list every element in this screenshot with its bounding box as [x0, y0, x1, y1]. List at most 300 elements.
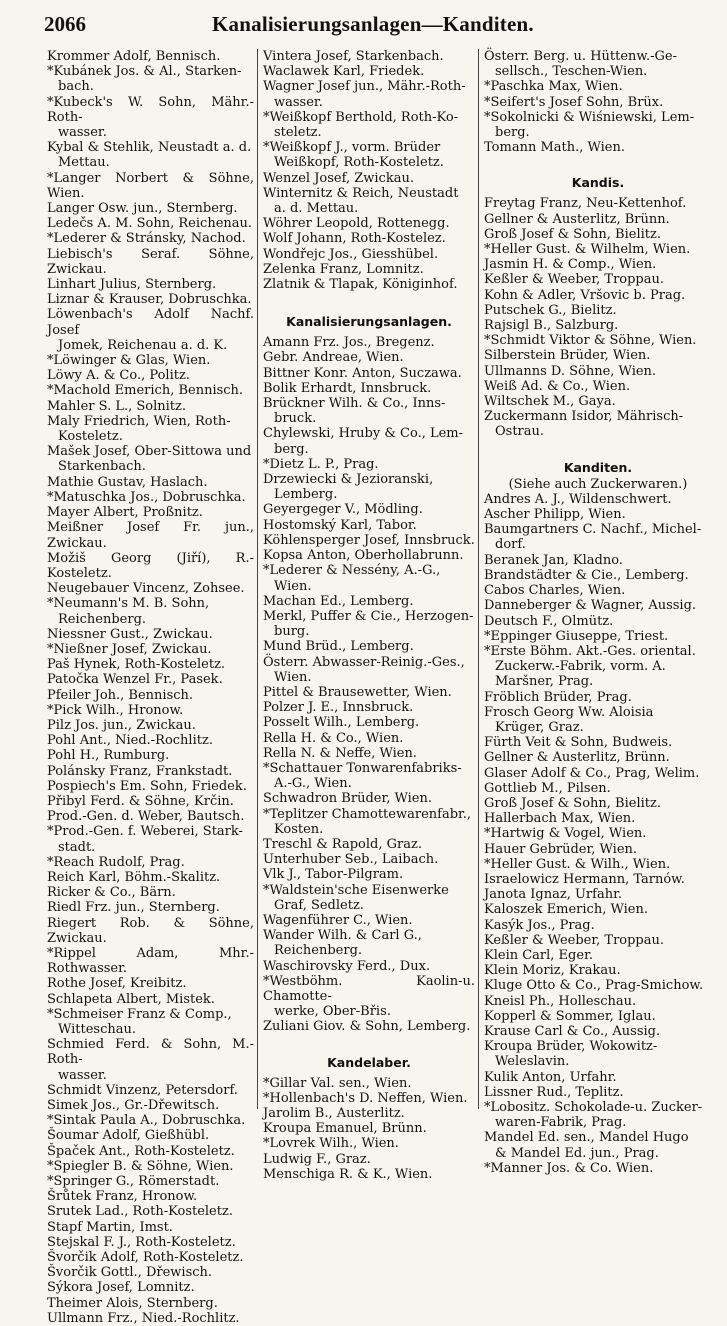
entry-line: Glaser Adolf & Co., Prag, Welim.: [484, 765, 700, 781]
entry-line: Brückner Wilh. & Co., Inns-: [263, 396, 446, 412]
entry-line: Wolf Johann, Roth-Kostelez.: [263, 231, 446, 247]
directory-entry: [484, 1070, 712, 1085]
entry-line: Hostomský Karl, Tabor.: [263, 517, 417, 533]
entry-line: Zlatnik & Tlapak, Königinhof.: [263, 277, 458, 293]
entry-line: Waschirovsky Ferd., Dux.: [263, 958, 431, 974]
entry-line: Patočka Wenzel Fr., Pasek.: [47, 672, 223, 688]
directory-entry: [484, 212, 712, 227]
entry-list: [263, 335, 475, 1034]
directory-entry: [263, 426, 475, 456]
directory-entry: [484, 568, 712, 583]
directory-entry: [47, 201, 254, 216]
entry-line: Keßler & Weeber, Troppau.: [484, 932, 665, 948]
entry-line: Ullmann Frz., Nied.-Rochlitz.: [47, 1310, 240, 1326]
directory-entry: [484, 933, 712, 948]
column-2: [263, 49, 475, 1182]
directory-entry: [263, 913, 475, 928]
directory-entry: [484, 857, 712, 872]
directory-entry: [47, 870, 254, 885]
directory-entry: [484, 522, 712, 552]
entry-line: *Schattauer Tonwarenfabriks-: [263, 760, 462, 776]
entry-line: Beranek Jan, Kladno.: [484, 552, 623, 568]
directory-entry: [47, 1265, 254, 1280]
entry-line: *Prod.-Gen. f. Weberei, Stark-: [47, 824, 243, 840]
entry-line: Mašek Josef, Ober-Sittowa und: [47, 444, 252, 460]
directory-entry: [484, 348, 712, 363]
entry-line: Kybal & Stehlik, Neustadt a. d.: [47, 140, 252, 156]
directory-entry: [484, 95, 712, 110]
entry-line: Mund Brüd., Lemberg.: [263, 639, 414, 655]
entry-continuation: wasser.: [58, 125, 107, 141]
section-heading-kandelaber: Kandelaber.: [327, 1054, 411, 1070]
entry-continuation: Jomek, Reichenau a. d. K.: [58, 337, 228, 353]
directory-entry: [484, 288, 712, 303]
entry-line: Švorčik Gottl., Dřewisch.: [47, 1265, 213, 1281]
directory-entry: [47, 368, 254, 383]
entry-line: Kroupa Emanuel, Brünn.: [263, 1121, 427, 1137]
entry-line: Riegert Rob. & Söhne, Zwickau.: [47, 915, 254, 946]
directory-entry: [47, 718, 254, 733]
page-title: Kanalisierungsanlagen—Kanditen.: [212, 12, 534, 36]
entry-line: Zuliani Giov. & Sohn, Lemberg.: [263, 1019, 471, 1035]
directory-entry: [47, 779, 254, 794]
entry-line: *Lobositz. Schokolade-u. Zucker-: [484, 1100, 703, 1115]
entry-line: Sýkora Josef, Lomnitz.: [47, 1280, 195, 1296]
directory-entry: [47, 1311, 254, 1326]
directory-entry: [47, 733, 254, 748]
directory-entry: [263, 594, 475, 609]
entry-continuation: Wien.: [274, 578, 312, 594]
entry-continuation: steletz.: [274, 125, 322, 141]
entry-continuation: Maršner, Prag.: [495, 674, 594, 690]
directory-entry: [47, 95, 254, 141]
entry-line: Keßler & Weeber, Troppau.: [484, 272, 665, 288]
directory-entry: [263, 852, 475, 867]
entry-line: *Hartwig & Vogel, Wien.: [484, 826, 647, 842]
directory-entry: [484, 196, 712, 211]
directory-entry: [263, 381, 475, 396]
entry-line: Schlapeta Albert, Mistek.: [47, 991, 215, 1007]
directory-entry: [263, 533, 475, 548]
section-heading-kandis: Kandis.: [571, 175, 625, 191]
directory-entry: [47, 383, 254, 398]
entry-line: Liebisch's Seraf. Söhne, Zwickau.: [47, 246, 254, 277]
entry-line: Pohl Ant., Nied.-Rochlitz.: [47, 733, 213, 749]
entry-list: [484, 196, 712, 439]
directory-entry: [263, 396, 475, 426]
directory-entry: [47, 1037, 254, 1083]
entry-line: Kroupa Brüder, Wokowitz-: [484, 1039, 658, 1055]
entry-continuation: & Mandel Ed. jun., Prag.: [495, 1145, 659, 1161]
directory-entry: [484, 918, 712, 933]
directory-entry: [484, 409, 712, 439]
entry-line: Ascher Philipp, Wien.: [484, 507, 626, 523]
directory-entry: [47, 794, 254, 809]
directory-entry: [263, 49, 475, 64]
entry-line: Rothe Josef, Kreibitz.: [47, 976, 187, 992]
entry-line: *Sokolnicki & Wiśniewski, Lem-: [484, 109, 695, 125]
entry-line: Rella N. & Neffe, Wien.: [263, 745, 417, 761]
entry-line: Mathie Gustav, Haslach.: [47, 474, 208, 490]
directory-entry: [484, 902, 712, 917]
entry-line: Langer Osw. jun., Sternberg.: [47, 201, 238, 217]
directory-entry: [263, 715, 475, 730]
directory-entry: [263, 883, 475, 913]
entry-line: *Schmidt Viktor & Söhne, Wien.: [484, 333, 697, 349]
entry-line: Liznar & Krauser, Dobruschka.: [47, 292, 252, 308]
directory-entry: [47, 1280, 254, 1295]
directory-entry: [263, 1121, 475, 1136]
directory-entry: [47, 231, 254, 246]
entry-line: Treschl & Rapold, Graz.: [263, 836, 422, 852]
column-3: [484, 49, 712, 1176]
entry-line: *Löwinger & Glas, Wien.: [47, 353, 211, 369]
directory-entry: [484, 978, 712, 993]
directory-entry: [263, 548, 475, 563]
entry-continuation: bach.: [58, 79, 94, 95]
directory-entry: [47, 855, 254, 870]
directory-entry: [47, 171, 254, 201]
entry-line: Kohn & Adler, Vršovic b. Prag.: [484, 287, 686, 303]
directory-entry: [263, 731, 475, 746]
directory-entry: [47, 1250, 254, 1265]
directory-entry: [263, 959, 475, 974]
entry-line: Ludwig F., Graz.: [263, 1151, 371, 1167]
directory-entry: [47, 1083, 254, 1098]
directory-entry: [47, 307, 254, 353]
directory-entry: [47, 216, 254, 231]
entry-line: Pohl H., Rumburg.: [47, 748, 170, 764]
directory-entry: [263, 1019, 475, 1034]
directory-entry: [484, 379, 712, 394]
directory-entry: [484, 242, 712, 257]
entry-line: *Reach Rudolf, Prag.: [47, 854, 185, 870]
entry-line: *Langer Norbert & Söhne, Wien.: [47, 170, 254, 201]
entry-line: *Weißkopf J., vorm. Brüder: [263, 140, 441, 156]
directory-entry: [263, 746, 475, 761]
entry-line: Winternitz & Reich, Neustadt: [263, 185, 459, 201]
entry-continuation: Reichenberg.: [58, 611, 147, 627]
directory-entry: [47, 946, 254, 976]
directory-entry: [47, 809, 254, 824]
directory-entry: [484, 492, 712, 507]
directory-entry: [47, 1220, 254, 1235]
directory-entry: [484, 49, 712, 79]
entry-continuation: wasser.: [58, 1067, 107, 1083]
directory-entry: [484, 1130, 712, 1160]
directory-entry: [47, 1128, 254, 1143]
directory-entry: [47, 642, 254, 657]
directory-entry: [47, 992, 254, 1007]
entry-line: Wagner Josef jun., Mähr.-Roth-: [263, 79, 466, 95]
entry-line: *Rippel Adam, Mhr.-Rothwasser.: [47, 945, 254, 977]
entry-line: Fürth Veit & Sohn, Budweis.: [484, 735, 673, 751]
entry-continuation: Weleslavin.: [495, 1054, 570, 1070]
entry-line: Geyergeger V., Mödling.: [263, 502, 423, 518]
directory-entry: [47, 672, 254, 687]
entry-line: Rajsigl B., Salzburg.: [484, 318, 619, 334]
directory-entry: [47, 247, 254, 277]
entry-line: Klein Carl, Eger.: [484, 947, 593, 963]
entry-continuation: Kosten.: [274, 821, 324, 837]
directory-entry: [263, 79, 475, 109]
entry-continuation: Wien.: [274, 669, 312, 685]
directory-entry: [47, 824, 254, 854]
entry-line: Gottlieb M., Pilsen.: [484, 780, 611, 796]
directory-entry: [484, 598, 712, 613]
entry-line: Klein Moriz, Krakau.: [484, 963, 621, 979]
entry-line: Kopperl & Sommer, Iglau.: [484, 1008, 656, 1024]
entry-continuation: sellsch., Teschen-Wien.: [495, 64, 648, 80]
directory-entry: [484, 948, 712, 963]
entry-continuation: A.-G., Wien.: [274, 776, 352, 792]
entry-continuation: Lemberg.: [274, 487, 338, 503]
directory-entry: [47, 1296, 254, 1311]
directory-entry: [47, 414, 254, 444]
directory-entry: [47, 1235, 254, 1250]
directory-entry: [263, 1152, 475, 1167]
entry-line: *Manner Jos. & Co. Wien.: [484, 1160, 654, 1176]
entry-line: Kneisl Ph., Holleschau.: [484, 993, 637, 1009]
entry-line: Janota Ignaz, Urfahr.: [484, 887, 622, 903]
entry-continuation: Starkenbach.: [58, 459, 146, 475]
directory-entry: [47, 475, 254, 490]
entry-line: Merkl, Puffer & Cie., Herzogen-: [263, 608, 474, 624]
directory-entry: [47, 581, 254, 596]
entry-line: Švorčik Adolf, Roth-Kosteletz.: [47, 1250, 244, 1266]
entry-line: Prod.-Gen. d. Weber, Bautsch.: [47, 809, 245, 825]
entry-line: Unterhuber Seb., Laibach.: [263, 852, 439, 868]
directory-entry: [263, 791, 475, 806]
entry-line: *Eppinger Giuseppe, Triest.: [484, 628, 669, 644]
entry-line: Ullmanns D. Söhne, Wien.: [484, 363, 657, 379]
entry-continuation: Witteschau.: [58, 1022, 137, 1037]
entry-line: Groß Josef & Sohn, Bielitz.: [484, 795, 661, 811]
directory-entry: [263, 110, 475, 140]
entry-line: Polzer J. E., Innsbruck.: [263, 700, 414, 716]
directory-entry: [47, 353, 254, 368]
entry-line: Pospiech's Em. Sohn, Friedek.: [47, 778, 247, 794]
entry-continuation: dorf.: [495, 537, 526, 553]
entry-continuation: Krüger, Graz.: [495, 719, 584, 735]
entry-line: *Schmeiser Franz & Comp.,: [47, 1006, 232, 1022]
entry-line: Löwenbach's Adolf Nachf. Josef: [47, 307, 254, 338]
entry-line: Šrůtek Franz, Hronow.: [47, 1189, 198, 1205]
directory-entry: [263, 350, 475, 365]
entry-line: Theimer Alois, Sternberg.: [47, 1295, 218, 1311]
entry-line: *Machold Emerich, Bennisch.: [47, 383, 244, 399]
directory-entry: [47, 140, 254, 170]
directory-entry: [484, 333, 712, 348]
entry-line: *Lovrek Wilh., Wien.: [263, 1136, 399, 1152]
column-1: [47, 49, 254, 1326]
entry-line: *Waldstein'sche Eisenwerke: [263, 882, 449, 898]
entry-line: Posselt Wilh., Lemberg.: [263, 715, 420, 731]
directory-entry: [484, 811, 712, 826]
entry-line: Kopsa Anton, Oberhollabrunn.: [263, 548, 464, 564]
entry-line: Přibyl Ferd. & Söhne, Krčin.: [47, 793, 234, 809]
directory-entry: [263, 609, 475, 639]
entry-line: Köhlensperger Josef, Innsbruck.: [263, 532, 475, 548]
directory-entry: [484, 1009, 712, 1024]
directory-entry: [263, 262, 475, 277]
directory-entry: [263, 472, 475, 502]
entry-line: *Springer G., Römerstadt.: [47, 1174, 220, 1190]
directory-entry: [47, 764, 254, 779]
directory-entry: [484, 79, 712, 94]
entry-line: Mandel Ed. sen., Mandel Hugo: [484, 1130, 689, 1146]
directory-entry: [47, 688, 254, 703]
directory-entry: [484, 614, 712, 629]
entry-line: Schmied Ferd. & Sohn, M.-Roth-: [47, 1037, 254, 1068]
entry-line: Pittel & Brausewetter, Wien.: [263, 684, 452, 700]
directory-entry: [484, 994, 712, 1009]
directory-entry: [484, 364, 712, 379]
entry-list: [484, 492, 712, 1176]
entry-line: Niessner Gust., Zwickau.: [47, 626, 213, 642]
entry-line: Linhart Julius, Sternberg.: [47, 277, 217, 293]
directory-entry: [484, 227, 712, 242]
entry-continuation: bruck.: [274, 411, 317, 427]
directory-entry: [263, 563, 475, 593]
entry-line: *Hollenbach's D. Neffen, Wien.: [263, 1090, 468, 1106]
directory-entry: [484, 507, 712, 522]
directory-entry: [47, 64, 254, 94]
directory-entry: [484, 140, 712, 155]
entry-line: Maly Friedrich, Wien, Roth-: [47, 413, 231, 429]
directory-entry: [263, 1091, 475, 1106]
entry-line: Waclawek Karl, Friedek.: [263, 64, 425, 80]
entry-line: Ledečs A. M. Sohn, Reichenau.: [47, 216, 253, 232]
directory-entry: [263, 974, 475, 1020]
entry-line: Krommer Adolf, Bennisch.: [47, 49, 221, 64]
directory-entry: [263, 366, 475, 381]
directory-entry: [47, 551, 254, 581]
entry-line: Wander Wilh. & Carl G.,: [263, 928, 422, 944]
entry-line: Wiltschek M., Gaya.: [484, 394, 616, 410]
entry-line: *Lederer & Nessény, A.-G.,: [263, 563, 441, 579]
directory-entry: [47, 399, 254, 414]
entry-line: Frosch Georg Ww. Aloisia: [484, 704, 654, 720]
entry-line: Pilz Jos. jun., Zwickau.: [47, 717, 196, 733]
directory-entry: [263, 1106, 475, 1121]
directory-entry: [263, 761, 475, 791]
directory-entry: [484, 110, 712, 140]
directory-entry: [47, 1174, 254, 1189]
entry-line: Cabos Charles, Wien.: [484, 583, 626, 599]
entry-continuation: waren-Fabrik, Prag.: [495, 1115, 627, 1131]
entry-line: Špaček Ant., Roth-Kosteletz.: [47, 1143, 235, 1159]
directory-entry: [263, 335, 475, 350]
entry-line: Pfeiler Joh., Bennisch.: [47, 687, 194, 703]
entry-line: Wöhrer Leopold, Rottenegg.: [263, 216, 450, 232]
page-header: [44, 12, 715, 38]
entry-line: *Paschka Max, Wien.: [484, 79, 623, 95]
entry-continuation: werke, Ober-Břis.: [274, 1004, 391, 1020]
entry-line: *Nießner Josef, Zwickau.: [47, 641, 212, 657]
entry-line: *Westböhm. Kaolin-u. Chamotte-: [263, 973, 475, 1004]
entry-line: Andres A. J., Wildenschwert.: [484, 491, 672, 507]
directory-entry: [47, 885, 254, 900]
directory-entry: [263, 502, 475, 517]
entry-line: *Spiegler B. & Söhne, Wien.: [47, 1158, 234, 1174]
entry-line: *Lederer & Stránsky, Nachod.: [47, 231, 246, 247]
directory-entry: [47, 1007, 254, 1037]
directory-entry: [263, 807, 475, 837]
directory-entry: [484, 1161, 712, 1176]
directory-entry: [484, 303, 712, 318]
entry-list: [263, 1076, 475, 1182]
entry-continuation: Zuckerw.-Fabrik, vorm. A.: [495, 659, 666, 675]
entry-line: Baumgartners C. Nachf., Michel-: [484, 522, 702, 538]
entry-line: *Weißkopf Berthold, Roth-Ko-: [263, 109, 459, 125]
directory-entry: [263, 1167, 475, 1182]
entry-line: Zelenka Franz, Lomnitz.: [263, 261, 424, 277]
entry-line: Kaloszek Emerich, Wien.: [484, 902, 648, 918]
directory-entry: [484, 887, 712, 902]
entry-continuation: Reichenberg.: [274, 943, 363, 959]
directory-entry: [484, 644, 712, 690]
directory-entry: [263, 639, 475, 654]
entry-line: Wondřejc Jos., Giesshübel.: [263, 246, 439, 262]
entry-line: *Erste Böhm. Akt.-Ges. oriental.: [484, 643, 696, 659]
directory-entry: [47, 748, 254, 763]
entry-line: *Heller Gust. & Wilh., Wien.: [484, 856, 671, 872]
entry-line: Israelowicz Hermann, Tarnów.: [484, 871, 685, 887]
entry-line: Rella H. & Co., Wien.: [263, 730, 404, 746]
directory-entry: [47, 277, 254, 292]
directory-entry: [47, 916, 254, 946]
directory-entry: [484, 553, 712, 568]
directory-entry: [263, 140, 475, 170]
directory-entry: [47, 1144, 254, 1159]
directory-entry: [263, 700, 475, 715]
entry-list: [47, 49, 254, 1326]
entry-line: Stejskal F. J., Roth-Kosteletz.: [47, 1234, 236, 1250]
entry-continuation: wasser.: [274, 94, 323, 110]
directory-entry: [263, 247, 475, 262]
entry-line: *Neumann's M. B. Sohn,: [47, 596, 210, 612]
entry-line: Wenzel Josef, Zwickau.: [263, 170, 414, 186]
directory-entry: [263, 216, 475, 231]
directory-entry: [263, 655, 475, 685]
directory-entry: [484, 257, 712, 272]
directory-entry: [263, 1136, 475, 1151]
directory-entry: [484, 766, 712, 781]
directory-entry: [263, 457, 475, 472]
directory-entry: [47, 596, 254, 626]
directory-entry: [484, 705, 712, 735]
entry-list: [263, 49, 475, 292]
entry-line: Österr. Abwasser-Reinig.-Ges.,: [263, 654, 465, 670]
entry-continuation: Mettau.: [58, 155, 110, 171]
entry-line: Schmidt Vinzenz, Petersdorf.: [47, 1082, 238, 1098]
directory-entry: [47, 49, 254, 64]
entry-line: Paš Hynek, Roth-Kosteletz.: [47, 657, 226, 673]
entry-line: Mahler S. L., Solnitz.: [47, 398, 186, 414]
entry-line: Groß Josef & Sohn, Bielitz.: [484, 226, 661, 242]
entry-line: Jarolim B., Austerlitz.: [263, 1106, 405, 1121]
page-number: 2066: [44, 12, 86, 36]
directory-entry: [47, 292, 254, 307]
entry-line: *Kubeck's W. Sohn, Mähr.-Roth-: [47, 94, 254, 125]
entry-line: Amann Frz. Jos., Bregenz.: [263, 335, 435, 351]
directory-entry: [484, 842, 712, 857]
section-heading-kanditen: Kanditen.: [563, 459, 633, 475]
entry-continuation: berg.: [495, 125, 530, 141]
entry-line: Menschiga R. & K., Wien.: [263, 1166, 433, 1182]
entry-line: Reich Karl, Böhm.-Skalitz.: [47, 869, 221, 885]
